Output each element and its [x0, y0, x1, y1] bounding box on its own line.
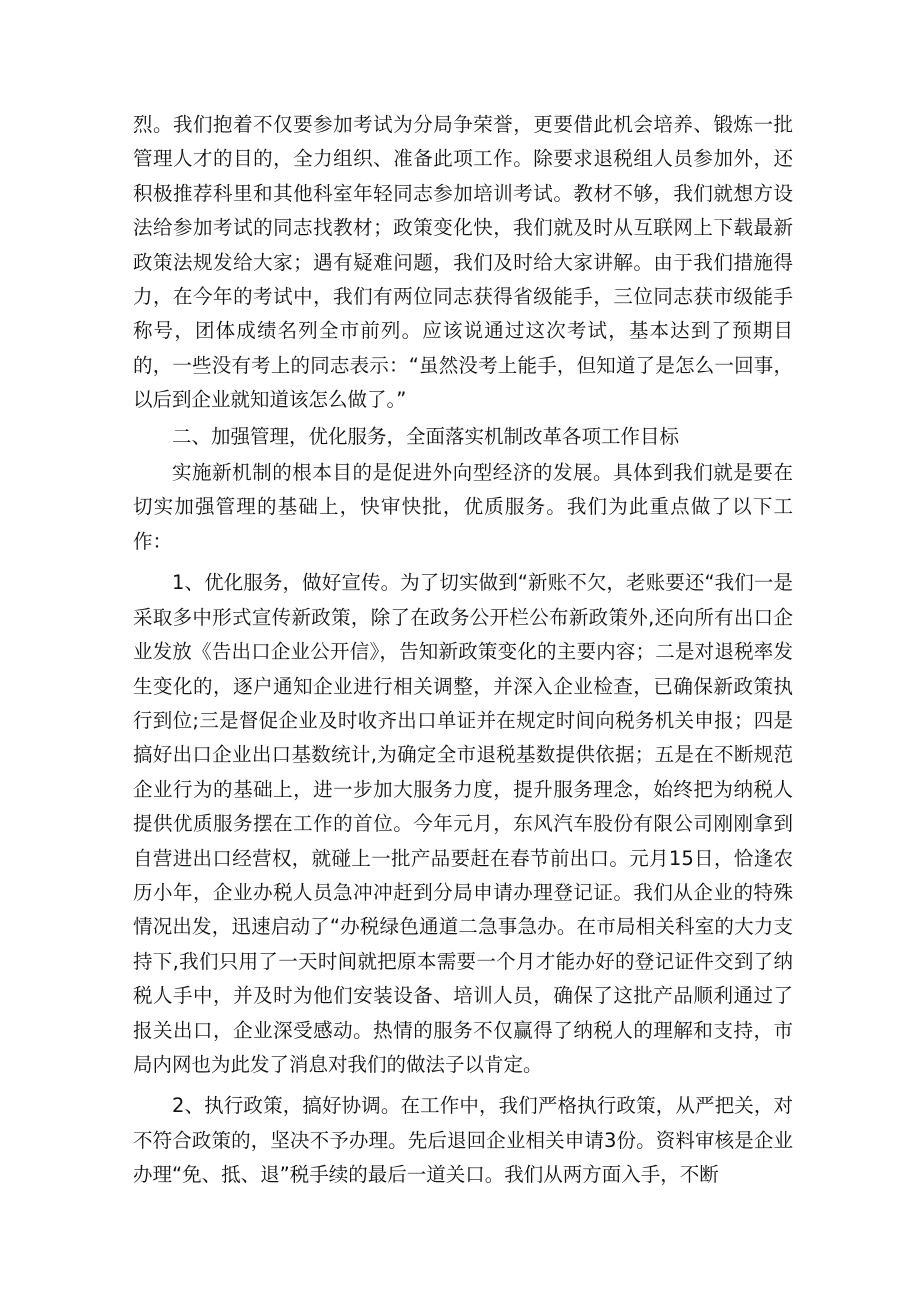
document-body — [133, 108, 793, 1193]
section-heading: 二、加强管理，优化服务，全面落实机制改革各项工作目标 — [172, 424, 680, 448]
paragraph-item-1: 1、优化服务，做好宣传。为了切实做到“新账不欠，老账要还“我们一是采取多中形式宣传新政策，除了在政务公开栏公布新政策外,还向所有出口企业发放《告出口企业公开信》，告知新政策变化的主要内容；二是对退税率发生变化的，逐户通知企业进行相关调整，并深入企业检查，已确保新政策执行到位;三是督促企业及时收齐出口单证并在规定时间向税务机关申报；四是搞好出口企业出口基数统计,为确定全市退税基数提供依据；五是在不断规范企业行为的基础上，进一步加大服务力度，提升服务理念，始终把为纳税人提供优质服务摆在工作的首位。今年元月，东风汽车股份有限公司刚刚拿到自营进出口经营权，就碰上一批产品要赶在春节前出口。元月15日，恰逢农历小年，企业办税人员急冲冲赶到分局申请办理登记证。我们从企业的特殊情况出发，迅速启动了“办税绿色通道二急事急办。在市局相关科室的大力支持下,我们只用了一天时间就把原本需要一个月才能办好的登记证件交到了纳税人手中，并及时为他们安装设备、培训人员，确保了这批产品顺利通过了报关出口，企业深受感动。热情的服务不仅赢得了纳税人的理解和支持，市局内网也为此发了消息对我们的做法子以肯定。 — [133, 571, 793, 1076]
paragraph-intro: 实施新机制的根本目的是促进外向型经济的发展。具体到我们就是要在切实加强管理的基础上，快审快批，优质服务。我们为此重点做了以下工作： — [133, 461, 793, 553]
paragraph-continuation: 烈。我们抱着不仅要参加考试为分局争荣誉，更要借此机会培养、锻炼一批管理人才的目的，全力组织、准备此项工作。除要求退税组人员参加外，还积极推荐科里和其他科室年轻同志参加培训考试。教材不够，我们就想方设法给参加考试的同志找教材；政策变化快，我们就及时从互联网上下载最新政策法规发给大家；遇有疑难问题，我们及时给大家讲解。由于我们措施得力，在今年的考试中，我们有两位同志获得省级能手，三位同志获市级能手称号，团体成绩名列全市前列。应该说通过这次考试，基本达到了预期目的，一些没有考上的同志表示：“虽然没考上能手，但知道了是怎么一回事，以后到企业就知道该怎么做了。” — [133, 113, 793, 412]
paragraph-item-2: 2、执行政策，搞好协调。在工作中，我们严格执行政策，从严把关，对不符合政策的，坚决不予办理。先后退回企业相关申请3份。资料审核是企业办理“免、抵、退”税手续的最后一道关口。我们从两方面入手，不断 — [133, 1094, 793, 1187]
